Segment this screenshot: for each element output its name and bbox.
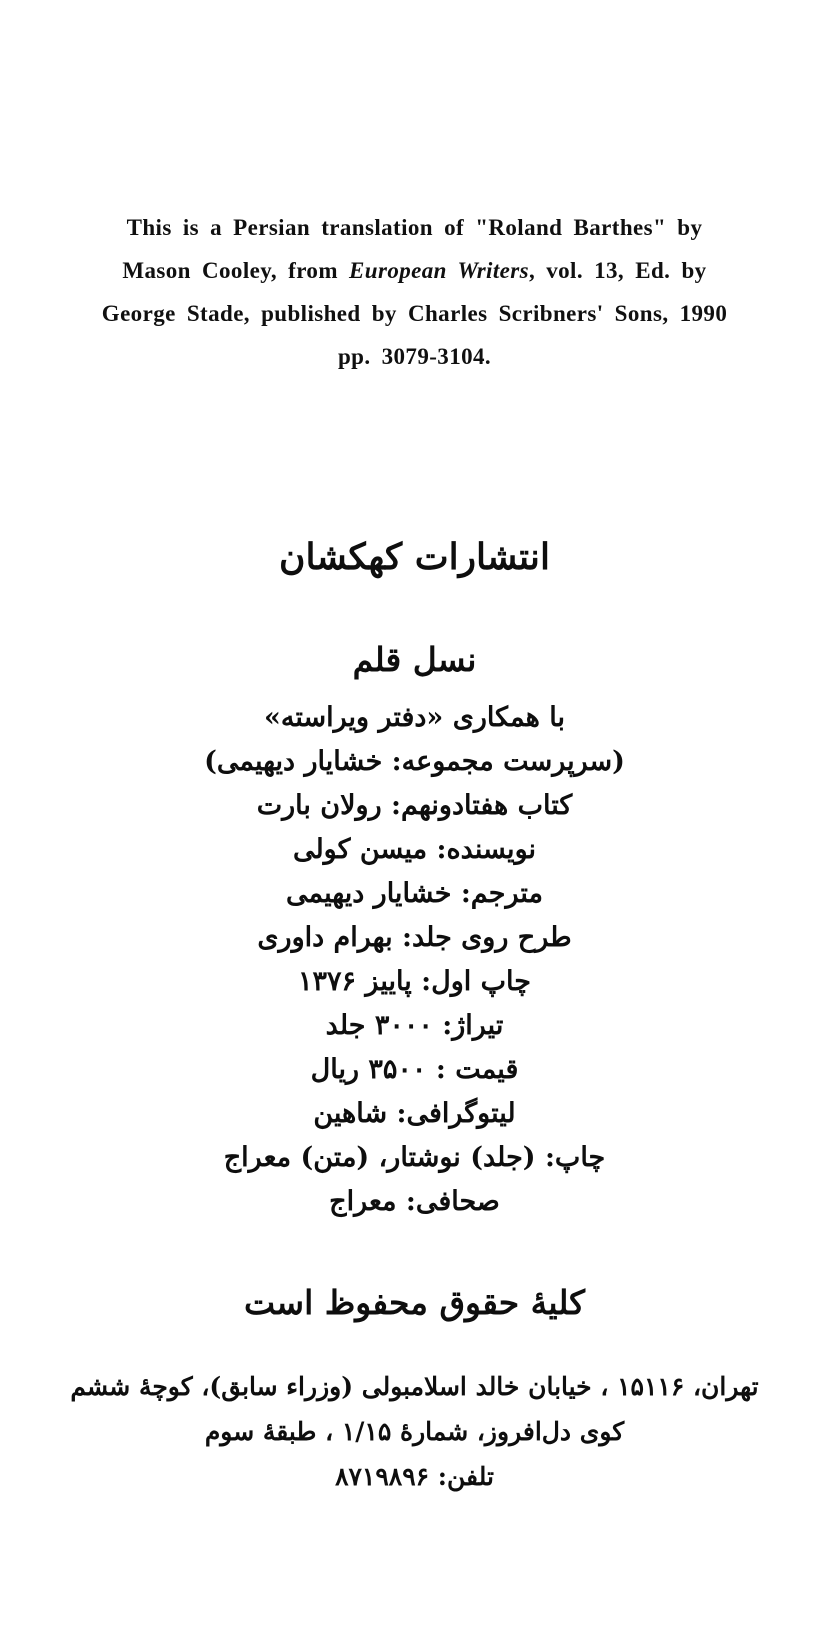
colophon-line-book-number: کتاب هفتادونهم: رولان بارت [256,790,573,821]
contact-block [0,1364,829,1499]
english-note-line-1: This is a Persian translation of "Roland Barthes" by [126,215,703,240]
colophon-line-printing: چاپ: (جلد) نوشتار، (متن) معراج [223,1142,606,1173]
colophon-line-cover-design: طرح روی جلد: بهرام داوری [257,922,572,953]
colophon-line-edition: چاپ اول: پاییز ۱۳۷۶ [298,966,531,997]
english-note-line-4: pp. 3079-3104. [337,344,492,369]
colophon-line-collaboration: با همکاری «دفتر ویراسته» [263,702,566,733]
colophon-line-translator: مترجم: خشایار دیهیمی [286,878,543,909]
colophon-line-price: قیمت : ۳۵۰۰ ریال [310,1054,519,1085]
colophon-line-series-editor: (سرپرست مجموعه: خشایار دیهیمی) [204,746,625,777]
english-note-line-2-post: , vol. 13, Ed. by [528,258,707,283]
colophon-line-binding: صحافی: معراج [329,1186,500,1217]
colophon-line-lithography: لیتوگرافی: شاهین [313,1098,516,1129]
colophon-line-author: نویسنده: میسن کولی [292,834,537,865]
colophon-line-print-run: تیراژ: ۳۰۰۰ جلد [325,1010,504,1041]
english-note-line-2-italic: European Writers [349,258,529,283]
english-note-line-3: George Stade, published by Charles Scribners' Sons, 1990 [101,301,728,326]
series-title: نسل قلم [352,640,477,679]
address-line-2: کوی دل‌افروز، شمارهٔ ۱/۱۵ ، طبقهٔ سوم [204,1417,625,1446]
publisher-title: انتشارات کهکشان [279,536,550,578]
rights-reserved-line: کلیهٔ حقوق محفوظ است [244,1283,585,1322]
phone-line: تلفن: ۸۷۱۹۸۹۶ [335,1462,494,1491]
colophon-list [0,696,829,1224]
english-translation-note [0,206,829,378]
address-line-1: تهران، ۱۵۱۱۶ ، خیابان خالد اسلامبولی (وزراء سابق)، کوچهٔ ششم [70,1372,759,1401]
english-note-line-2 [0,249,829,292]
english-note-line-2-pre: Mason Cooley, from [122,258,350,283]
